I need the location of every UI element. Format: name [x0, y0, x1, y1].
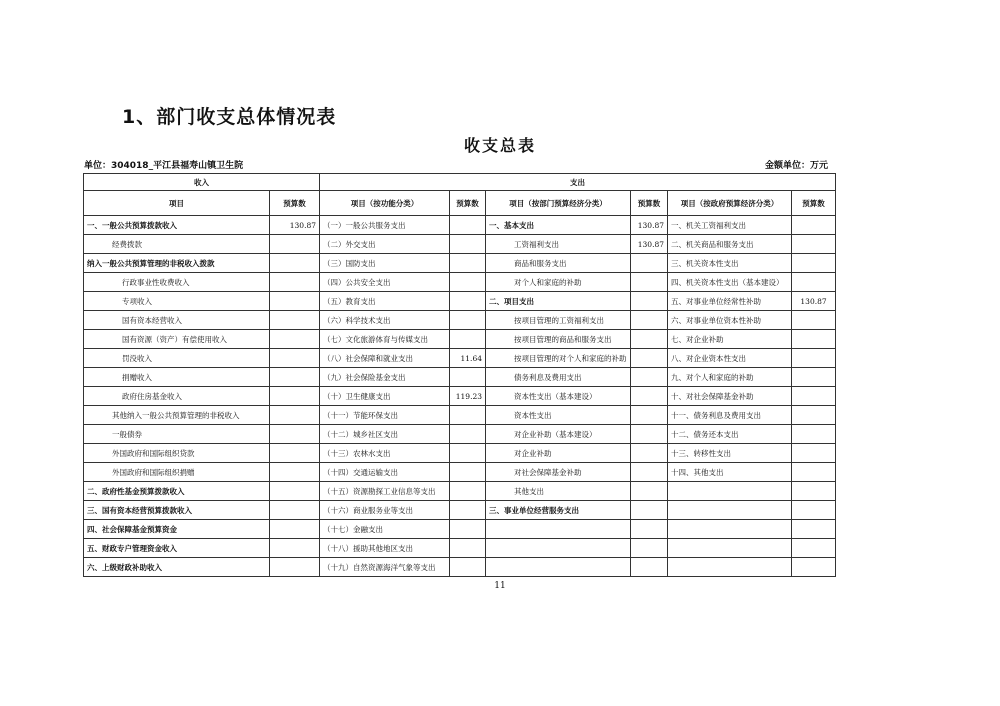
gov-item-cell: 一、机关工资福利支出: [668, 216, 792, 235]
income-amount-cell: [270, 311, 320, 330]
dept-item-cell: 商品和服务支出: [486, 254, 631, 273]
dept-item-cell: 债务利息及费用支出: [486, 368, 631, 387]
func-item-cell: （九）社会保险基金支出: [320, 368, 450, 387]
table-row: [84, 501, 836, 520]
income-amount-cell: [270, 425, 320, 444]
gov-amount-cell: [792, 273, 836, 292]
func-amount-cell: [450, 368, 486, 387]
dept-amount-cell: [631, 463, 668, 482]
func-item-cell: （三）国防支出: [320, 254, 450, 273]
income-amount-cell: [270, 520, 320, 539]
func-item-cell: （十五）资源勘探工业信息等支出: [320, 482, 450, 501]
gov-amount-cell: [792, 501, 836, 520]
func-item-cell: （十三）农林水支出: [320, 444, 450, 463]
gov-item-cell: 四、机关资本性支出（基本建设）: [668, 273, 792, 292]
gov-budget-header: 预算数: [792, 191, 836, 216]
func-amount-cell: [450, 216, 486, 235]
func-budget-header: 预算数: [450, 191, 486, 216]
income-amount-cell: [270, 387, 320, 406]
func-item-cell: （一）一般公共服务支出: [320, 216, 450, 235]
gov-amount-cell: [792, 558, 836, 577]
func-item-cell: （十一）节能环保支出: [320, 406, 450, 425]
gov-item-cell: [668, 520, 792, 539]
func-item-cell: （十九）自然资源海洋气象等支出: [320, 558, 450, 577]
dept-amount-cell: [631, 311, 668, 330]
income-item-cell: 捐赠收入: [84, 368, 270, 387]
dept-item-cell: 其他支出: [486, 482, 631, 501]
unit-label: 单位：304018_平江县福寿山镇卫生院: [84, 161, 244, 171]
func-amount-cell: [450, 254, 486, 273]
income-item-cell: 外国政府和国际组织贷款: [84, 444, 270, 463]
dept-amount-cell: 130.87: [631, 235, 668, 254]
dept-item-cell: 对社会保障基金补助: [486, 463, 631, 482]
dept-amount-cell: [631, 425, 668, 444]
func-item-cell: （二）外交支出: [320, 235, 450, 254]
dept-amount-cell: [631, 501, 668, 520]
income-amount-cell: [270, 501, 320, 520]
func-amount-cell: [450, 539, 486, 558]
gov-item-cell: [668, 539, 792, 558]
table-row: [84, 463, 836, 482]
func-item-cell: （十二）城乡社区支出: [320, 425, 450, 444]
table-row: [84, 406, 836, 425]
dept-amount-cell: [631, 482, 668, 501]
gov-item-cell: 二、机关商品和服务支出: [668, 235, 792, 254]
func-amount-cell: [450, 311, 486, 330]
gov-item-cell: 八、对企业资本性支出: [668, 349, 792, 368]
gov-item-cell: 十、对社会保障基金补助: [668, 387, 792, 406]
income-item-cell: 行政事业性收费收入: [84, 273, 270, 292]
func-amount-cell: [450, 444, 486, 463]
income-amount-cell: 130.87: [270, 216, 320, 235]
func-item-cell: （十六）商业服务业等支出: [320, 501, 450, 520]
income-amount-cell: [270, 254, 320, 273]
income-amount-cell: [270, 235, 320, 254]
func-item-cell: （五）教育支出: [320, 292, 450, 311]
table-row: [84, 520, 836, 539]
dept-amount-cell: [631, 330, 668, 349]
dept-item-cell: 三、事业单位经营服务支出: [486, 501, 631, 520]
table-row: [84, 539, 836, 558]
dept-item-cell: 按项目管理的工资福利支出: [486, 311, 631, 330]
table-row: [84, 311, 836, 330]
income-amount-cell: [270, 330, 320, 349]
func-item-cell: （八）社会保障和就业支出: [320, 349, 450, 368]
func-item-cell: （十八）援助其他地区支出: [320, 539, 450, 558]
func-amount-cell: [450, 520, 486, 539]
dept-amount-cell: [631, 539, 668, 558]
gov-item-cell: [668, 558, 792, 577]
gov-amount-cell: [792, 425, 836, 444]
income-amount-cell: [270, 349, 320, 368]
gov-amount-cell: 130.87: [792, 292, 836, 311]
income-amount-cell: [270, 292, 320, 311]
gov-amount-cell: [792, 311, 836, 330]
dept-item-cell: 一、基本支出: [486, 216, 631, 235]
income-item-cell: 五、财政专户管理资金收入: [84, 539, 270, 558]
gov-amount-cell: [792, 235, 836, 254]
gov-item-cell: 七、对企业补助: [668, 330, 792, 349]
gov-amount-cell: [792, 368, 836, 387]
dept-amount-cell: [631, 368, 668, 387]
func-item-cell: （四）公共安全支出: [320, 273, 450, 292]
dept-amount-cell: [631, 273, 668, 292]
income-budget-header: 预算数: [270, 191, 320, 216]
table-row: [84, 425, 836, 444]
income-item-cell: 经费拨款: [84, 235, 270, 254]
dept-amount-cell: [631, 254, 668, 273]
func-amount-cell: [450, 558, 486, 577]
table-row: [84, 254, 836, 273]
table-row: [84, 444, 836, 463]
func-amount-cell: [450, 406, 486, 425]
income-amount-cell: [270, 406, 320, 425]
table-row: [84, 216, 836, 235]
func-item-cell: （十）卫生健康支出: [320, 387, 450, 406]
gov-amount-cell: [792, 387, 836, 406]
income-item-cell: 专项收入: [84, 292, 270, 311]
gov-item-cell: 十一、债务利息及费用支出: [668, 406, 792, 425]
func-amount-cell: [450, 482, 486, 501]
income-item-cell: 三、国有资本经营预算拨款收入: [84, 501, 270, 520]
gov-amount-cell: [792, 463, 836, 482]
dept-item-cell: 二、项目支出: [486, 292, 631, 311]
dept-item-cell: [486, 558, 631, 577]
dept-item-cell: 资本性支出（基本建设）: [486, 387, 631, 406]
income-header: 收入: [84, 174, 320, 191]
dept-item-cell: 对个人和家庭的补助: [486, 273, 631, 292]
gov-item-cell: 六、对事业单位资本性补助: [668, 311, 792, 330]
gov-amount-cell: [792, 482, 836, 501]
dept-item-cell: 对企业补助: [486, 444, 631, 463]
gov-item-cell: 十四、其他支出: [668, 463, 792, 482]
func-amount-cell: [450, 330, 486, 349]
gov-item-cell: 十二、债务还本支出: [668, 425, 792, 444]
table-row: [84, 558, 836, 577]
dept-item-cell: [486, 520, 631, 539]
income-amount-cell: [270, 463, 320, 482]
table-row: [84, 292, 836, 311]
gov-amount-cell: [792, 330, 836, 349]
gov-item-header: 项目（按政府预算经济分类）: [668, 191, 792, 216]
income-amount-cell: [270, 539, 320, 558]
dept-item-cell: 对企业补助（基本建设）: [486, 425, 631, 444]
dept-item-cell: 按项目管理的商品和服务支出: [486, 330, 631, 349]
income-item-cell: 国有资源（资产）有偿使用收入: [84, 330, 270, 349]
table-title: 收支总表: [463, 136, 536, 155]
table-row: [84, 387, 836, 406]
income-amount-cell: [270, 273, 320, 292]
gov-amount-cell: [792, 539, 836, 558]
gov-amount-cell: [792, 406, 836, 425]
func-item-cell: （十七）金融支出: [320, 520, 450, 539]
dept-amount-cell: [631, 444, 668, 463]
income-item-header: 项目: [84, 191, 270, 216]
gov-item-cell: 九、对个人和家庭的补助: [668, 368, 792, 387]
income-item-cell: 其他纳入一般公共预算管理的非税收入: [84, 406, 270, 425]
table-row: [84, 349, 836, 368]
dept-amount-cell: [631, 349, 668, 368]
gov-item-cell: 十三、转移性支出: [668, 444, 792, 463]
table-row: [84, 368, 836, 387]
table-row: [84, 330, 836, 349]
gov-amount-cell: [792, 520, 836, 539]
income-item-cell: 一般债券: [84, 425, 270, 444]
amount-unit-label: 金额单位：万元: [764, 161, 828, 171]
func-amount-cell: [450, 292, 486, 311]
dept-amount-cell: [631, 520, 668, 539]
income-item-cell: 二、政府性基金预算拨款收入: [84, 482, 270, 501]
dept-amount-cell: 130.87: [631, 216, 668, 235]
dept-amount-cell: [631, 558, 668, 577]
dept-item-cell: 按项目管理的对个人和家庭的补助: [486, 349, 631, 368]
func-amount-cell: [450, 501, 486, 520]
gov-item-cell: [668, 482, 792, 501]
income-item-cell: 国有资本经营收入: [84, 311, 270, 330]
gov-amount-cell: [792, 216, 836, 235]
income-amount-cell: [270, 444, 320, 463]
func-item-header: 项目（按功能分类）: [320, 191, 450, 216]
gov-item-cell: 三、机关资本性支出: [668, 254, 792, 273]
income-item-cell: 政府住房基金收入: [84, 387, 270, 406]
func-item-cell: （十四）交通运输支出: [320, 463, 450, 482]
income-item-cell: 一、一般公共预算拨款收入: [84, 216, 270, 235]
income-item-cell: 外国政府和国际组织捐赠: [84, 463, 270, 482]
func-item-cell: （七）文化旅游体育与传媒支出: [320, 330, 450, 349]
section-heading: 1、部门收支总体情况表: [122, 106, 337, 128]
dept-amount-cell: [631, 406, 668, 425]
dept-amount-cell: [631, 292, 668, 311]
func-amount-cell: [450, 463, 486, 482]
gov-amount-cell: [792, 349, 836, 368]
dept-item-cell: [486, 539, 631, 558]
income-item-cell: 六、上级财政补助收入: [84, 558, 270, 577]
gov-item-cell: 五、对事业单位经常性补助: [668, 292, 792, 311]
page-number: 11: [494, 581, 506, 591]
func-item-cell: （六）科学技术支出: [320, 311, 450, 330]
table-row: [84, 273, 836, 292]
income-item-cell: 罚没收入: [84, 349, 270, 368]
gov-amount-cell: [792, 254, 836, 273]
dept-amount-cell: [631, 387, 668, 406]
income-amount-cell: [270, 558, 320, 577]
gov-item-cell: [668, 501, 792, 520]
func-amount-cell: 119.23: [450, 387, 486, 406]
income-amount-cell: [270, 368, 320, 387]
table-row: [84, 235, 836, 254]
dept-item-cell: 工资福利支出: [486, 235, 631, 254]
gov-amount-cell: [792, 444, 836, 463]
func-amount-cell: [450, 235, 486, 254]
income-amount-cell: [270, 482, 320, 501]
table-row: [84, 482, 836, 501]
budget-summary-table: [83, 173, 836, 577]
func-amount-cell: [450, 425, 486, 444]
income-item-cell: 纳入一般公共预算管理的非税收入拨款: [84, 254, 270, 273]
dept-item-header: 项目（按部门预算经济分类）: [486, 191, 631, 216]
func-amount-cell: [450, 273, 486, 292]
expense-header: 支出: [320, 174, 836, 191]
dept-budget-header: 预算数: [631, 191, 668, 216]
income-item-cell: 四、社会保障基金预算资金: [84, 520, 270, 539]
func-amount-cell: 11.64: [450, 349, 486, 368]
dept-item-cell: 资本性支出: [486, 406, 631, 425]
